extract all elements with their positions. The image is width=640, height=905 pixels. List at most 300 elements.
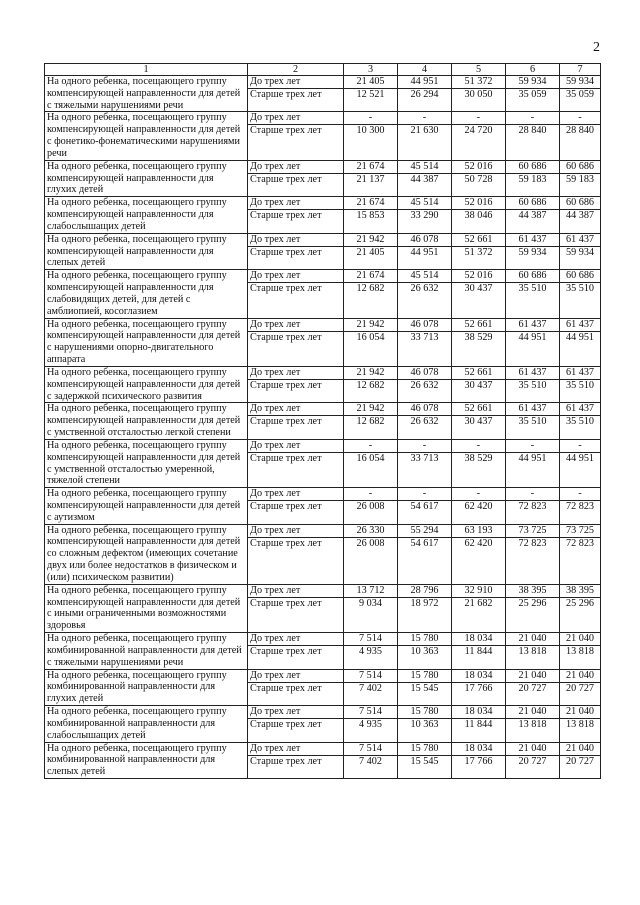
value-cell: [560, 633, 601, 669]
cost-value: 45 514: [398, 270, 451, 283]
age-group-label: Старше трех лет: [250, 682, 322, 694]
value-cell: [452, 439, 506, 487]
cost-value: 13 712: [344, 585, 397, 598]
cost-value: 4 935: [359, 646, 382, 658]
value-cell: [398, 270, 452, 318]
row-description: На одного ребенка, посещающего группу компенсирующей направленности для детей с тяжелыми нарушениями речи: [45, 76, 248, 112]
cost-value: 15 780: [398, 706, 451, 719]
cost-value: 21 942: [344, 403, 397, 416]
value-cell: [560, 270, 601, 318]
cost-value: 30 437: [464, 379, 493, 391]
value-cell: [506, 584, 560, 632]
age-group-cell: [248, 524, 344, 584]
age-group-label: Старше трех лет: [250, 246, 322, 258]
value-cell: [506, 439, 560, 487]
cost-value: 44 387: [518, 210, 547, 222]
cost-value: 38 046: [464, 210, 493, 222]
cost-value: 44 951: [398, 76, 451, 89]
cost-value: 52 016: [452, 197, 505, 210]
row-description: На одного ребенка, посещающего группу компенсирующей направленности для детей с умственной отсталостью легкой степени: [45, 403, 248, 439]
row-description: На одного ребенка, посещающего группу комбинированной направленности для слепых детей: [45, 742, 248, 778]
age-group-label: До трех лет: [248, 670, 343, 683]
value-cell: [452, 584, 506, 632]
table-row: [45, 112, 601, 160]
cost-value: 45 514: [398, 161, 451, 174]
cost-value: 24 720: [464, 125, 493, 137]
row-description: На одного ребенка, посещающего группу компенсирующей направленности для слабослышащих детей: [45, 197, 248, 233]
value-cell: [398, 584, 452, 632]
age-group-label: До трех лет: [248, 270, 343, 283]
age-group-label: Старше трех лет: [250, 537, 322, 549]
age-group-cell: [248, 270, 344, 318]
value-cell: [398, 318, 452, 366]
value-cell: [506, 233, 560, 269]
cost-value: 33 713: [410, 452, 439, 464]
value-cell: [560, 706, 601, 742]
row-description: На одного ребенка, посещающего группу компенсирующей направленности для слабовидящих детей, для детей с амблиопией, косоглазием: [45, 270, 248, 318]
value-cell: [398, 76, 452, 112]
age-group-label: До трех лет: [248, 403, 343, 416]
cost-value: 12 682: [356, 283, 385, 295]
value-cell: [506, 488, 560, 524]
cost-value: 35 510: [518, 379, 547, 391]
cost-value: 16 054: [356, 452, 385, 464]
cost-value: 55 294: [398, 525, 451, 538]
cost-value: 51 372: [464, 246, 493, 258]
table-row: [45, 488, 601, 524]
cost-value: 35 510: [565, 283, 594, 295]
age-group-label: Старше трех лет: [250, 173, 322, 185]
age-group-cell: [248, 76, 344, 112]
value-cell: [506, 160, 560, 196]
value-cell: [344, 112, 398, 160]
age-group-label: Старше трех лет: [250, 501, 322, 513]
table-row: [45, 318, 601, 366]
value-cell: [452, 742, 506, 778]
cost-value: 21 040: [506, 743, 559, 756]
cost-value: 46 078: [398, 403, 451, 416]
age-group-cell: [248, 160, 344, 196]
value-cell: [452, 706, 506, 742]
value-cell: [398, 439, 452, 487]
age-group-cell: [248, 366, 344, 402]
value-cell: [560, 403, 601, 439]
age-group-label: До трех лет: [248, 488, 343, 501]
cost-value: 44 951: [410, 246, 439, 258]
value-cell: [506, 318, 560, 366]
age-group-cell: [248, 318, 344, 366]
value-cell: [560, 366, 601, 402]
cost-value: -: [506, 488, 559, 501]
cost-value: 52 661: [452, 319, 505, 332]
age-group-label: До трех лет: [248, 743, 343, 756]
age-group-label: Старше трех лет: [250, 452, 322, 464]
cost-value: 26 008: [356, 501, 385, 513]
cost-value: 38 529: [464, 452, 493, 464]
cost-value: 21 040: [506, 633, 559, 646]
cost-value: 61 437: [506, 319, 559, 332]
cost-value: -: [344, 488, 397, 501]
cost-value: 61 437: [560, 403, 600, 416]
age-group-label: Старше трех лет: [250, 379, 322, 391]
age-group-label: Старше трех лет: [250, 646, 322, 658]
cost-value: 62 420: [464, 501, 493, 513]
cost-value: 62 420: [464, 537, 493, 549]
value-cell: [560, 233, 601, 269]
cost-value: 26 294: [410, 89, 439, 100]
table-row: [45, 76, 601, 112]
cost-value: 21 040: [506, 670, 559, 683]
value-cell: [398, 742, 452, 778]
value-cell: [506, 112, 560, 160]
age-group-label: До трех лет: [248, 112, 343, 125]
cost-value: 15 780: [398, 743, 451, 756]
value-cell: [560, 318, 601, 366]
cost-value: 44 951: [565, 331, 594, 343]
cost-value: 21 942: [344, 319, 397, 332]
value-cell: [344, 633, 398, 669]
table-row: [45, 366, 601, 402]
cost-value: -: [452, 112, 505, 125]
cost-value: 59 183: [518, 173, 547, 185]
cost-value: 44 951: [565, 452, 594, 464]
row-description: На одного ребенка, посещающего группу компенсирующей направленности для детей с фонетико-фонематическими нарушениями речи: [45, 112, 248, 160]
cost-value: 51 372: [452, 76, 505, 89]
cost-value: 26 008: [356, 537, 385, 549]
cost-value: 10 300: [356, 125, 385, 137]
cost-value: 11 844: [464, 719, 493, 731]
cost-value: 33 713: [410, 331, 439, 343]
value-cell: [344, 439, 398, 487]
table-row: [45, 403, 601, 439]
value-cell: [398, 160, 452, 196]
value-cell: [452, 270, 506, 318]
cost-value: 20 727: [565, 755, 594, 767]
cost-value: 35 059: [565, 89, 594, 100]
cost-value: 32 910: [452, 585, 505, 598]
cost-value: 44 951: [518, 452, 547, 464]
value-cell: [344, 706, 398, 742]
age-group-cell: [248, 742, 344, 778]
cost-value: 7 402: [359, 682, 382, 694]
table-row: [45, 669, 601, 705]
cost-value: 61 437: [560, 319, 600, 332]
age-group-label: До трех лет: [248, 367, 343, 380]
cost-value: -: [560, 488, 600, 501]
value-cell: [452, 160, 506, 196]
cost-value: 21 674: [344, 197, 397, 210]
value-cell: [560, 669, 601, 705]
row-description: На одного ребенка, посещающего группу компенсирующей направленности для глухих детей: [45, 160, 248, 196]
value-cell: [452, 233, 506, 269]
cost-value: 59 934: [565, 246, 594, 258]
cost-value: 59 934: [506, 76, 559, 89]
table-row: [45, 197, 601, 233]
value-cell: [452, 318, 506, 366]
column-header: 3: [344, 64, 398, 76]
cost-value: -: [506, 440, 559, 453]
cost-value: 21 630: [410, 125, 439, 137]
cost-value: 52 661: [452, 403, 505, 416]
cost-value: 18 034: [452, 633, 505, 646]
age-group-label: До трех лет: [248, 633, 343, 646]
age-group-label: До трех лет: [248, 161, 343, 174]
cost-value: 21 942: [344, 367, 397, 380]
value-cell: [452, 633, 506, 669]
value-cell: [506, 524, 560, 584]
cost-value: 21 040: [506, 706, 559, 719]
cost-value: 7 514: [344, 706, 397, 719]
cost-value: 18 034: [452, 670, 505, 683]
value-cell: [344, 197, 398, 233]
cost-value: 10 363: [410, 719, 439, 731]
cost-value: 21 682: [464, 597, 493, 609]
cost-value: 13 818: [518, 646, 547, 658]
value-cell: [344, 584, 398, 632]
cost-value: 26 632: [410, 416, 439, 428]
value-cell: [560, 112, 601, 160]
cost-value: 35 059: [518, 89, 547, 100]
value-cell: [398, 669, 452, 705]
cost-value: 13 818: [565, 646, 594, 658]
cost-value: 18 972: [410, 597, 439, 609]
cost-value: 61 437: [560, 234, 600, 247]
cost-value: 26 632: [410, 283, 439, 295]
age-group-label: До трех лет: [248, 234, 343, 247]
cost-value: 35 510: [518, 283, 547, 295]
value-cell: [344, 270, 398, 318]
row-description: На одного ребенка, посещающего группу компенсирующей направленности для детей с нарушениями опорно-двигательного аппарата: [45, 318, 248, 366]
table-row: [45, 233, 601, 269]
value-cell: [344, 403, 398, 439]
value-cell: [398, 706, 452, 742]
cost-value: 52 016: [452, 270, 505, 283]
cost-value: 52 661: [452, 234, 505, 247]
cost-value: 35 510: [518, 416, 547, 428]
cost-value: 38 529: [464, 331, 493, 343]
column-header: 4: [398, 64, 452, 76]
cost-value: 21 137: [356, 173, 385, 185]
row-description: На одного ребенка, посещающего группу компенсирующей направленности для детей со сложным дефектом (имеющих сочетание двух или более недостатков в физическом и (или) психическом развитии): [45, 524, 248, 584]
cost-value: 46 078: [398, 234, 451, 247]
cost-value: 60 686: [560, 161, 600, 174]
value-cell: [344, 76, 398, 112]
age-group-label: До трех лет: [248, 197, 343, 210]
value-cell: [506, 366, 560, 402]
cost-value: 25 296: [518, 597, 547, 609]
cost-value: 54 617: [410, 537, 439, 549]
cost-value: 4 935: [359, 719, 382, 731]
age-group-cell: [248, 488, 344, 524]
age-group-label: Старше трех лет: [250, 416, 322, 428]
value-cell: [506, 197, 560, 233]
cost-value: 60 686: [560, 197, 600, 210]
cost-value: 13 818: [518, 719, 547, 731]
age-group-label: До трех лет: [248, 585, 343, 598]
cost-value: 59 934: [518, 246, 547, 258]
cost-value: 61 437: [506, 234, 559, 247]
table-row: [45, 742, 601, 778]
row-description: На одного ребенка, посещающего группу компенсирующей направленности для детей с задержкой психического развития: [45, 366, 248, 402]
cost-value: 54 617: [410, 501, 439, 513]
cost-value: 46 078: [398, 367, 451, 380]
cost-value: 61 437: [506, 367, 559, 380]
table-row: [45, 524, 601, 584]
cost-value: 25 296: [565, 597, 594, 609]
cost-value: 15 545: [410, 755, 439, 767]
age-group-label: Старше трех лет: [250, 283, 322, 295]
age-group-cell: [248, 112, 344, 160]
cost-value: 33 290: [410, 210, 439, 222]
value-cell: [344, 742, 398, 778]
cost-value: 44 387: [410, 173, 439, 185]
cost-value: -: [560, 112, 600, 125]
value-cell: [344, 488, 398, 524]
cost-value: -: [398, 488, 451, 501]
value-cell: [560, 524, 601, 584]
cost-value: 21 942: [344, 234, 397, 247]
cost-value: 28 796: [398, 585, 451, 598]
age-group-cell: [248, 706, 344, 742]
cost-value: 26 330: [344, 525, 397, 538]
row-description: На одного ребенка, посещающего группу комбинированной направленности для детей с тяжелыми нарушениями речи: [45, 633, 248, 669]
age-group-label: Старше трех лет: [250, 125, 322, 137]
cost-value: 61 437: [506, 403, 559, 416]
value-cell: [506, 270, 560, 318]
value-cell: [344, 524, 398, 584]
value-cell: [506, 706, 560, 742]
cost-value: 60 686: [506, 161, 559, 174]
age-group-label: До трех лет: [248, 706, 343, 719]
value-cell: [344, 233, 398, 269]
table-body: [45, 64, 601, 779]
cost-value: 72 823: [518, 501, 547, 513]
value-cell: [560, 160, 601, 196]
age-group-label: Старше трех лет: [250, 755, 322, 767]
table-row: [45, 439, 601, 487]
cost-value: 12 682: [356, 416, 385, 428]
cost-value: 11 844: [464, 646, 493, 658]
row-description: На одного ребенка, посещающего группу комбинированной направленности для глухих детей: [45, 669, 248, 705]
age-group-cell: [248, 584, 344, 632]
cost-value: 12 682: [356, 379, 385, 391]
cost-value: 44 387: [565, 210, 594, 222]
age-group-label: Старше трех лет: [250, 597, 322, 609]
cost-value: 30 437: [464, 283, 493, 295]
value-cell: [452, 366, 506, 402]
cost-value: 52 661: [452, 367, 505, 380]
value-cell: [398, 197, 452, 233]
value-cell: [452, 197, 506, 233]
cost-value: 46 078: [398, 319, 451, 332]
age-group-label: Старше трех лет: [250, 331, 322, 343]
cost-value: 18 034: [452, 706, 505, 719]
cost-value: 50 728: [464, 173, 493, 185]
cost-value: -: [398, 440, 451, 453]
age-group-label: До трех лет: [248, 525, 343, 538]
cost-value: 21 040: [560, 670, 600, 683]
value-cell: [560, 439, 601, 487]
age-group-cell: [248, 233, 344, 269]
cost-value: 20 727: [565, 682, 594, 694]
table-row: [45, 270, 601, 318]
cost-value: 7 402: [359, 755, 382, 767]
value-cell: [398, 524, 452, 584]
cost-value: 21 040: [560, 743, 600, 756]
column-header: 2: [248, 64, 344, 76]
row-description: На одного ребенка, посещающего группу компенсирующей направленности для детей с иными ограниченными возможностями здоровья: [45, 584, 248, 632]
column-header: 5: [452, 64, 506, 76]
cost-value: 7 514: [344, 633, 397, 646]
cost-value: 20 727: [518, 755, 547, 767]
value-cell: [452, 112, 506, 160]
cost-value: 72 823: [565, 501, 594, 513]
cost-value: 21 405: [344, 76, 397, 89]
age-group-cell: [248, 439, 344, 487]
table-row: [45, 160, 601, 196]
value-cell: [452, 669, 506, 705]
page-number: 2: [593, 40, 600, 55]
value-cell: [506, 742, 560, 778]
age-group-cell: [248, 633, 344, 669]
cost-table: [44, 63, 601, 779]
value-cell: [452, 488, 506, 524]
cost-value: 21 040: [560, 706, 600, 719]
value-cell: [560, 197, 601, 233]
cost-value: 12 521: [356, 89, 385, 100]
cost-value: 21 405: [356, 246, 385, 258]
table-row: [45, 584, 601, 632]
value-cell: [506, 669, 560, 705]
age-group-cell: [248, 403, 344, 439]
column-header: 6: [506, 64, 560, 76]
row-description: На одного ребенка, посещающего группу компенсирующей направленности для детей с умственной отсталостью умеренной, тяжелой степени: [45, 439, 248, 487]
cost-value: 73 725: [560, 525, 600, 538]
cost-value: 7 514: [344, 670, 397, 683]
age-group-cell: [248, 669, 344, 705]
value-cell: [452, 76, 506, 112]
age-group-cell: [248, 197, 344, 233]
cost-value: 63 193: [452, 525, 505, 538]
value-cell: [452, 524, 506, 584]
cost-value: 44 951: [518, 331, 547, 343]
cost-value: 30 437: [464, 416, 493, 428]
age-group-label: Старше трех лет: [250, 89, 322, 100]
cost-value: 59 934: [560, 76, 600, 89]
cost-value: -: [506, 112, 559, 125]
cost-value: 38 395: [560, 585, 600, 598]
cost-value: 45 514: [398, 197, 451, 210]
value-cell: [506, 633, 560, 669]
cost-value: 15 853: [356, 210, 385, 222]
cost-value: 59 183: [565, 173, 594, 185]
row-description: На одного ребенка, посещающего группу комбинированной направленности для слабослышащих детей: [45, 706, 248, 742]
value-cell: [560, 488, 601, 524]
cost-value: 17 766: [464, 682, 493, 694]
age-group-label: Старше трех лет: [250, 210, 322, 222]
value-cell: [452, 403, 506, 439]
age-group-label: Старше трех лет: [250, 719, 322, 731]
column-header: 1: [45, 64, 248, 76]
cost-value: 20 727: [518, 682, 547, 694]
value-cell: [398, 233, 452, 269]
cost-value: 60 686: [506, 197, 559, 210]
cost-value: -: [452, 488, 505, 501]
cost-value: -: [344, 440, 397, 453]
cost-value: 52 016: [452, 161, 505, 174]
cost-value: 30 050: [464, 89, 493, 100]
value-cell: [560, 584, 601, 632]
